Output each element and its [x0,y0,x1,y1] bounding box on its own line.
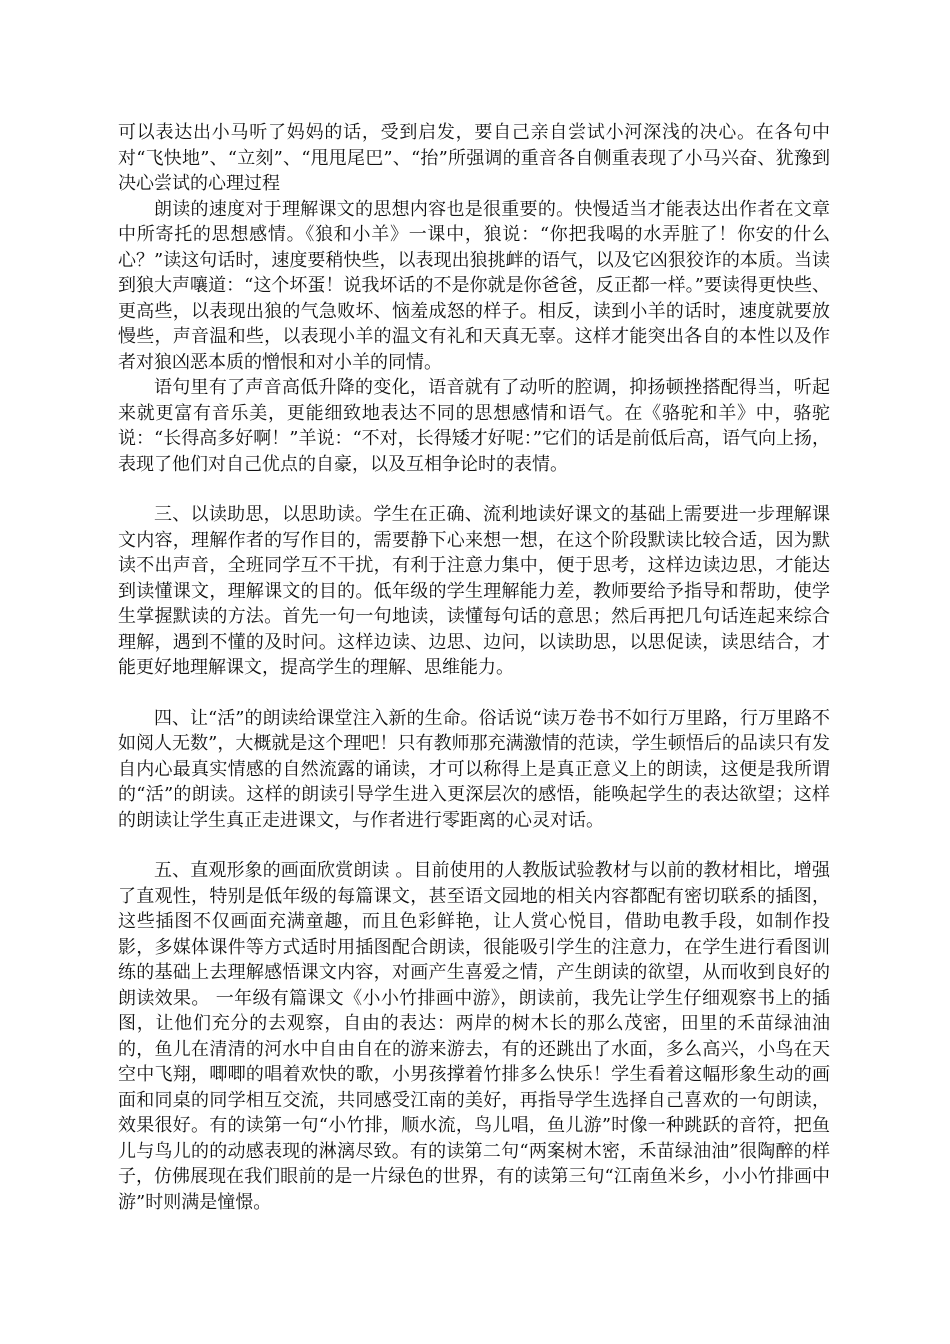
paragraph-section-three: 三、以读助思，以思助读。学生在正确、流利地读好课文的基础上需要进一步理解课文内容，理解作者的写作目的，需要静下心来想一想，在这个阶段默读比较合适，因为默读不出声音，全班同学互不干扰，有利于注意力集中，便于思考，这样边读边思，才能达到读懂课文，理解课文的目的。低年级的学生理解能力差，教师要给予指导和帮助，使学生掌握默读的方法。首先一句一句地读，读懂每句话的意思；然后再把几句话连起来综合理解，遇到不懂的及时问。这样边读、边思、边问，以读助思，以思促读，读思结合，才能更好地理解课文，提高学生的理解、思维能力。 [118,504,830,678]
paragraph-continuation: 可以表达出小马听了妈妈的话，受到启发，要自己亲自尝试小河深浅的决心。在各句中对“飞快地”、“立刻”、“甩甩尾巴”、“抬”所强调的重音各自侧重表现了小马兴奋、犹豫到决心尝试的心理过程 [118,122,830,194]
paragraph-section-five: 五、直观形象的画面欣赏朗读 。目前使用的人教版试验教材与以前的教材相比，增强了直观性，特别是低年级的每篇课文，甚至语文园地的相关内容都配有密切联系的插图，这些插图不仅画面充满童趣，而且色彩鲜艳，让人赏心悦目，借助电教手段，如制作投影，多媒体课件等方式适时用插图配合朗读，很能吸引学生的注意力，在学生进行看图训练的基础上去理解感悟课文内容，对画产生喜爱之情，产生朗读的欲望，从而收到良好的朗读效果。 一年级有篇课文《小小竹排画中游》，朗读前，我先让学生仔细观察书上的插图，让他们充分的去观察，自由的表达：两岸的树木长的那么茂密，田里的禾苗绿油油的，鱼儿在清清的河水中自由自在的游来游去，有的还跳出了水面，多么高兴，小鸟在天空中飞翔，唧唧的唱着欢快的歌，小男孩撑着竹排多么快乐！学生看着这幅形象生动的画面和同桌的同学相互交流，共同感受江南的美好，再指导学生选择自己喜欢的一句朗读，效果很好。有的读第一句“小竹排，顺水流，鸟儿唱，鱼儿游”时像一种跳跃的音符，把鱼儿与鸟儿的的动感表现的淋漓尽致。有的读第二句“两案树木密，禾苗绿油油”很陶醉的样子，仿佛展现在我们眼前的是一片绿色的世界，有的读第三句“江南鱼米乡，小小竹排画中游”时则满是憧憬。 [118,860,830,1213]
paragraph-intonation: 语句里有了声音高低升降的变化，语音就有了动听的腔调，抑扬顿挫搭配得当，听起来就更富有音乐美，更能细致地表达不同的思想感情和语气。在《骆驼和羊》中，骆驼说：“长得高多好啊！”羊说：“不对，长得矮才好呢：”它们的话是前低后高，语气向上扬，表现了他们对自己优点的自豪，以及互相争论时的表情。 [118,377,830,475]
paragraph-section-four: 四、让“活”的朗读给课堂注入新的生命。俗话说“读万卷书不如行万里路，行万里路不如阅人无数”，大概就是这个理吧！只有教师那充满激情的范读，学生顿悟后的品读只有发自内心最真实情感的自然流露的诵读，才可以称得上是真正意义上的朗读，这便是我所谓的“活”的朗读。这样的朗读引导学生进入更深层次的感悟，能唤起学生的表达欲望；这样的朗读让学生真正走进课文，与作者进行零距离的心灵对话。 [118,707,830,831]
paragraph-reading-speed: 朗读的速度对于理解课文的思想内容也是很重要的。快慢适当才能表达出作者在文章中所寄托的思想感情。《狼和小羊》一课中，狼说：“你把我喝的水弄脏了！你安的什么心？”读这句话时，速度要稍快些，以表现出狼挑衅的语气，以及它凶狠狡诈的本质。当读到狼大声嚷道：“这个坏蛋！说我坏话的不是你就是你爸爸，反正都一样。”要读得更快些、更高些，以表现出狼的气急败坏、恼羞成怒的样子。相反，读到小羊的话时，速度就要放慢些，声音温和些，以表现小羊的温文有礼和天真无辜。这样才能突出各自的本性以及作者对狼凶恶本质的憎恨和对小羊的同情。 [118,198,830,373]
document-page [118,120,830,1215]
